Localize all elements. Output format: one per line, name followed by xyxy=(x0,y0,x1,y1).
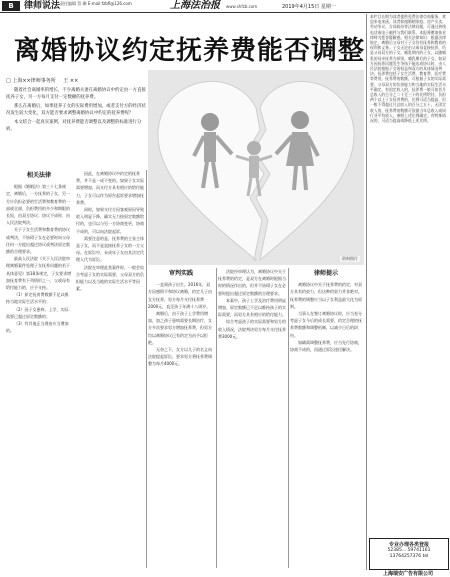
article-column xyxy=(6,170,72,568)
column-paragraph: 需要注意的是，抚养费的主张主体是子女，而不是直接抚养子女的一方父母。在诉讼中，未成年子女由其法定代理人代为诉讼。 xyxy=(76,235,144,263)
ad-agency: 上海瑞安广告有限公司 xyxy=(382,571,433,577)
column-paragraph: 如确需调整抚养费，应当先行协商，协商不成的，再通过诉讼途径解决。 xyxy=(290,339,362,353)
column-paragraph: 离婚协议中关于抚养费的约定，对双方具有约束力，但这种约束力并非绝对。抚养费的调整应当以子女利益最大化为原则。 xyxy=(290,282,362,309)
column-divider xyxy=(146,170,147,568)
paper-name: 上海法治报 xyxy=(170,0,220,11)
column-paragraph: （1）原定抚育费数额不足以维持当地实际生活水平的； xyxy=(6,292,69,305)
column-paragraph: （2）因子女患病、上学，实际需要已超过原定数额的； xyxy=(6,306,69,319)
column-heading: 相关法律 xyxy=(26,172,51,179)
column-heading: 律师提示 xyxy=(313,270,338,277)
column-divider xyxy=(288,268,289,568)
paper-url: www.shfzb.com xyxy=(226,4,258,9)
sidebar-paragraph: 本栏目长期为读者提供免费法律咨询服务，欢迎来电来函。读者如遇婚姻家庭、房产买卖、劳动争议、合同纠纷等法律问题，可通过热线电话或电子邮件与我们联系，本报将邀请执业律师为您答疑解惑。相关法律知识：根据法律规定，离婚后父母对于子女仍有抚养和教育的权利和义务。子女无论由父或母直接抚养，仍是父母双方的子女。哺乳期内的子女，以随哺乳的母亲抚养为原则。哺乳期后的子女，如双方因抚养问题发生争执不能达成协议时，由人民法院根据子女的权益和双方的具体情况判决。抚养费包括子女生活费、教育费、医疗费等费用。抚养费的数额，可根据子女的实际需要、父母双方的负担能力和当地的实际生活水平确定。有固定收入的，抚养费一般可按其月总收入的百分之二十至三十的比例给付。负担两个以上子女抚养费的，比例可适当提高，但一般不得超过月总收入的百分之五十。无固定收入的，抚养费的数额可依据当年总收入或同行业平均收入，参照上述比例确定。有特殊情况的，可适当提高或降低上述比例。 xyxy=(370,14,446,124)
ad-phone: 52385... 59741161 xyxy=(387,548,431,553)
column-paragraph: 离婚后，由于孩子上学费用增加，加之孩子患病需要长期治疗，女方多次要求男方增加抚养费，但男方均以离婚协议已有约定为由予以拒绝。 xyxy=(148,311,212,345)
sidebar xyxy=(366,14,449,577)
classified-ad xyxy=(369,538,449,570)
photo-credit: 资料图片 xyxy=(342,256,358,261)
lead-paragraph: 本文结合一起真实案例，对抚养费能否调整以及调整的标准进行分析。 xyxy=(6,120,142,132)
page-header xyxy=(0,0,450,13)
byline-author: 王 ×× xyxy=(63,78,79,84)
family-illustration xyxy=(148,70,364,265)
editor-credit: 责任编辑 蔡 卿 E-mail:fzbfl@126.com xyxy=(60,1,132,6)
column-divider xyxy=(216,268,217,568)
byline xyxy=(6,77,84,84)
column-paragraph: 一直到孩子出生。2016年，双方因感情不和协议离婚，约定儿子由女方抚养，男方每月支付抚养费2000元，直至孩子年满十八周岁。 xyxy=(148,282,212,309)
column-paragraph: 无奈之下，女方以儿子的名义向法院提起诉讼，要求男方将抚养费调整为每月4000元。 xyxy=(148,347,212,367)
sidebar-text xyxy=(370,14,447,534)
ad-phone: 13764257376 tel xyxy=(389,554,429,559)
article-headline: 离婚协议约定抚养费能否调整 xyxy=(14,36,366,66)
column-paragraph: 当事人在签订离婚协议时，应当充分考虑子女今后的成长需要，约定合理的抚养费数额和调整机制，以减少日后的纠纷。 xyxy=(290,311,362,338)
section-badge: B xyxy=(2,1,20,11)
column-paragraph: 本案中，孩子上学及治疗费用明显增加，原定数额已不足以维持孩子的实际需要，而男方具有相应的给付能力。 xyxy=(218,297,286,318)
column-paragraph: 最高人民法院《关于人民法院审理离婚案件处理子女抚养问题的若干具体意见》第18条规定，子女要求增加抚育费有下列情形之一，父或母有给付能力的，应予支持。 xyxy=(6,256,72,291)
article-column xyxy=(76,170,146,568)
article-column xyxy=(218,268,286,568)
article-column xyxy=(148,268,214,568)
lead-paragraph: 随着社会离婚率的增长，不少离婚夫妻在离婚协议中约定由一方直接抚养子女，另一方每月支付一定数额的抚养费。 xyxy=(6,88,146,100)
column-paragraph: 同时，如果支付方因客观原因导致收入明显下降，确实无力按原定数额给付的，也可以与另一方协商变更，协商不成的，可以向法院起诉。 xyxy=(76,207,144,234)
torn-heart-family-image xyxy=(148,70,364,265)
ad-title: 专业办理各类登报 xyxy=(388,542,429,548)
column-paragraph: 关于子女生活费和教育费的协议或判决，不妨碍子女在必要时向父母任何一方提出超过协议或判决原定数额的合理要求。 xyxy=(6,227,70,255)
column-heading: 审判实践 xyxy=(168,270,193,277)
section-name: 律师说法 xyxy=(24,1,61,11)
column-paragraph: 法院在审理此类案件时，一般会综合考虑子女的实际需要、父母双方的负担能力以及当地的实际生活水平等因素。 xyxy=(76,264,144,292)
column-paragraph: 综合考虑孩子的实际需要和男方的收入情况，法院判决男方每月支付抚养费3000元。 xyxy=(218,319,286,339)
column-paragraph: 法院经审理认为，离婚协议中关于抚养费的约定，是双方在离婚时根据当时的情况作出的，但并不妨碍子女在必要时提出超过原定数额的合理要求。 xyxy=(218,269,286,296)
article-lead xyxy=(6,87,146,135)
article-column xyxy=(290,268,362,568)
column-paragraph: 因此，在离婚协议中约定的抚养费，并不是一成不变的。如果子女实际需要增加，而支付方具有相应的给付能力，子女可以作为原告起诉要求增加抚养费。 xyxy=(76,171,144,205)
lead-paragraph: 那么在离婚后，如果抚养子女的实际费用增加，或者支付方的经济状况发生较大变化，双方能否要求调整离婚协议中约定的抚养费呢？ xyxy=(6,104,146,116)
issue-date: 2019年4月15日 星期一 xyxy=(282,4,336,10)
column-paragraph: 根据《婚姻法》第三十七条规定，离婚后，一方抚养的子女，另一方应负担必要的生活费和教育费的一部或全部，负担费用的多少和期限的长短，由双方协议；协议不成时，由人民法院判决。 xyxy=(6,184,70,226)
column-paragraph: （3）有其他正当理由应当增加的。 xyxy=(6,321,69,334)
byline-firm: □ 上海××律师事务所 xyxy=(6,78,56,84)
